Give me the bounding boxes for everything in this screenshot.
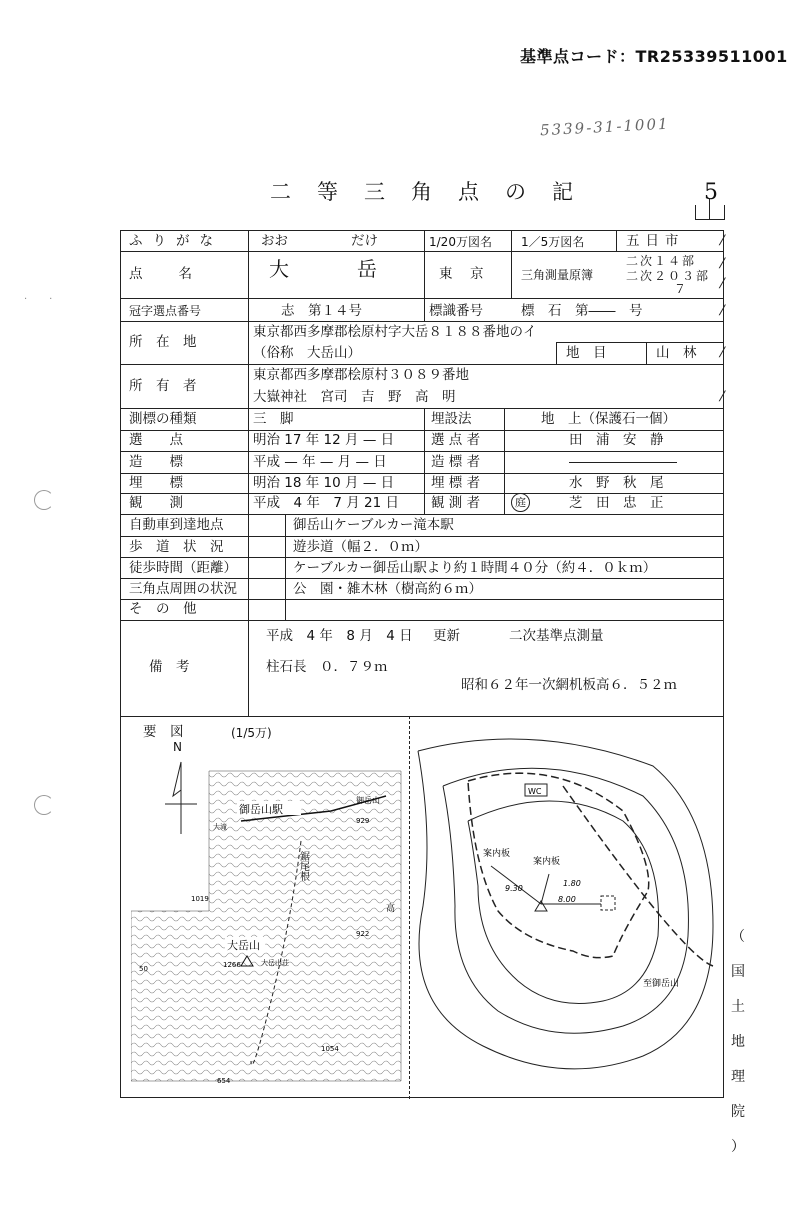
sign-label: 案内板 xyxy=(533,857,561,867)
location-common-name: （俗称 大岳山） xyxy=(253,345,361,361)
distance-label: 8.00 xyxy=(558,895,576,904)
crown-label: 冠字選点番号 xyxy=(129,304,202,318)
station-type: 三 脚 xyxy=(253,411,294,427)
furigana-reading-2: だけ xyxy=(351,233,378,249)
burial-method-label: 埋設法 xyxy=(431,411,472,427)
history-role: 観 測 者 xyxy=(431,495,481,511)
history-date: 平成 — 年 — 月 — 日 xyxy=(253,454,387,470)
map-label-elev: 1266 xyxy=(223,961,241,969)
history-label: 埋 標 xyxy=(129,475,183,491)
furigana-label: ふりがな xyxy=(129,233,223,249)
distance-label: 9.30 xyxy=(505,884,523,893)
history-person: 田 浦 安 静 xyxy=(569,432,664,448)
map-label-elev: 929 xyxy=(356,817,370,825)
history-person: ―――――――― xyxy=(569,454,677,470)
remarks-post-length: 柱石長 ０．７９ｍ xyxy=(266,659,388,675)
land-category: 山 林 xyxy=(656,345,697,361)
sketch-scale: (1/5万) xyxy=(231,726,272,740)
sketch-label: 要 図 xyxy=(143,724,184,740)
map-label-place: 高 xyxy=(386,904,396,914)
history-person: 水 野 秋 尾 xyxy=(569,475,664,491)
record-sheet xyxy=(120,230,727,1098)
map-label-place: 大滝 xyxy=(213,823,227,831)
ledger-line-2: 二次２０３部 xyxy=(626,269,711,283)
map-label-elev: 50 xyxy=(139,965,148,973)
margin-mark: ∕ xyxy=(717,276,727,291)
detail-sketch xyxy=(413,726,718,1096)
access-value: 御岳山ケーブルカー滝本駅 xyxy=(293,517,454,533)
observer-seal: 庭 xyxy=(511,493,530,512)
map-name-50k: 五日市 xyxy=(626,233,685,249)
map-label-ridge: 鋸尾根 xyxy=(297,851,309,881)
land-category-label: 地 目 xyxy=(566,345,607,361)
access-label: そ の 他 xyxy=(129,601,197,617)
map-label-200k: 1/20万図名 xyxy=(429,235,492,249)
furigana-reading-1: おお xyxy=(261,233,288,249)
history-date: 明治 18 年 10 月 — 日 xyxy=(253,475,395,491)
map-label-elev: 922 xyxy=(356,930,370,938)
punch-hole-icon xyxy=(34,490,54,510)
history-label: 造 標 xyxy=(129,454,183,470)
location-address: 東京都西多摩郡桧原村字大岳８１８８番地のイ xyxy=(253,324,537,340)
margin-dots: · · xyxy=(24,294,59,305)
remarks-survey: 二次基準点測量 xyxy=(509,628,604,644)
corner-bracket xyxy=(695,205,725,220)
map-label-station: 御岳山駅 xyxy=(239,803,283,816)
direction-label: 至御岳山 xyxy=(643,979,680,989)
point-name-char-1: 大 xyxy=(269,257,289,281)
access-label: 歩 道 状 況 xyxy=(129,539,224,555)
margin-mark: ∕ xyxy=(717,256,727,271)
marker-label: 標識番号 xyxy=(429,303,483,319)
ledger-line-3: ７ xyxy=(674,282,687,296)
page-number: 5 xyxy=(704,180,718,205)
owner-label: 所 有 者 xyxy=(129,378,197,394)
location-label: 所 在 地 xyxy=(129,334,197,350)
access-label: 徒歩時間（距離） xyxy=(129,560,237,576)
map-label-elev: 1054 xyxy=(321,1045,339,1053)
ledger-line-1: 二次１４部 xyxy=(626,254,697,268)
map-label-shrine: 大岳山荘 xyxy=(261,959,289,967)
history-label: 選 点 xyxy=(129,432,183,448)
distance-label: 1.80 xyxy=(563,879,581,888)
sign-label: 案内板 xyxy=(483,849,511,859)
map-name-200k: 東 京 xyxy=(439,266,486,282)
history-role: 埋 標 者 xyxy=(431,475,481,491)
marker-value: 標 石 第―― 号 xyxy=(521,303,643,319)
handwritten-number: 5339-31-1001 xyxy=(539,114,670,140)
history-role: 造 標 者 xyxy=(431,454,481,470)
map-label-elev: 1019 xyxy=(191,895,209,903)
north-label: N xyxy=(173,740,182,754)
wc-label: WC xyxy=(528,787,542,796)
point-name-char-2: 岳 xyxy=(357,257,377,281)
margin-mark: ∕ xyxy=(717,345,727,360)
punch-hole-icon xyxy=(34,795,54,815)
history-role: 選 点 者 xyxy=(431,432,481,448)
history-person: 芝 田 忠 正 xyxy=(569,495,664,511)
remarks-label: 備 考 xyxy=(149,659,190,675)
owner-name: 大嶽神社 宮司 吉 野 高 明 xyxy=(253,389,456,405)
side-text: （ 国 土 地 理 院 ） xyxy=(731,929,745,1155)
reference-code: 基準点コード：TR25339511001 xyxy=(520,47,788,66)
access-value: 公 園・雑木林（樹高約６ｍ） xyxy=(293,581,482,597)
access-label: 三角点周囲の状況 xyxy=(129,581,237,597)
map-label-elev: 654 xyxy=(217,1077,231,1085)
remarks-table-height: 昭和６２年一次網机板高６．５２ｍ xyxy=(461,677,677,693)
margin-mark: ∕ xyxy=(717,303,727,318)
margin-mark: ∕ xyxy=(717,389,727,404)
burial-method: 地 上（保護石一個） xyxy=(541,411,676,427)
map-label-peak2: 大岳山 xyxy=(227,939,260,952)
ledger-label: 三角測量原簿 xyxy=(521,268,594,282)
history-label: 観 測 xyxy=(129,495,183,511)
crown-value: 志 第１４号 xyxy=(281,303,362,319)
map-label-peak1: 御岳山 xyxy=(356,796,380,805)
topographic-map xyxy=(131,761,406,1086)
document-title: 二等三角点の記 xyxy=(270,180,599,204)
access-label: 自動車到達地点 xyxy=(129,517,224,533)
owner-address: 東京都西多摩郡桧原村３０８９番地 xyxy=(253,367,469,383)
history-date: 明治 17 年 12 月 — 日 xyxy=(253,432,395,448)
remarks-action: 更新 xyxy=(433,628,460,644)
access-value: ケーブルカー御岳山駅より約１時間４０分（約４．０ｋｍ） xyxy=(293,560,657,576)
station-type-label: 測標の種類 xyxy=(129,411,197,427)
margin-mark: ∕ xyxy=(717,233,727,248)
remarks-date: 平成 4 年 8 月 4 日 xyxy=(266,628,413,644)
map-label-50k: 1／5万図名 xyxy=(521,235,585,249)
access-value: 遊歩道（幅２．０ｍ） xyxy=(293,539,428,555)
history-date: 平成 4 年 7 月 21 日 xyxy=(253,495,400,511)
point-name-label: 点 名 xyxy=(129,266,195,282)
